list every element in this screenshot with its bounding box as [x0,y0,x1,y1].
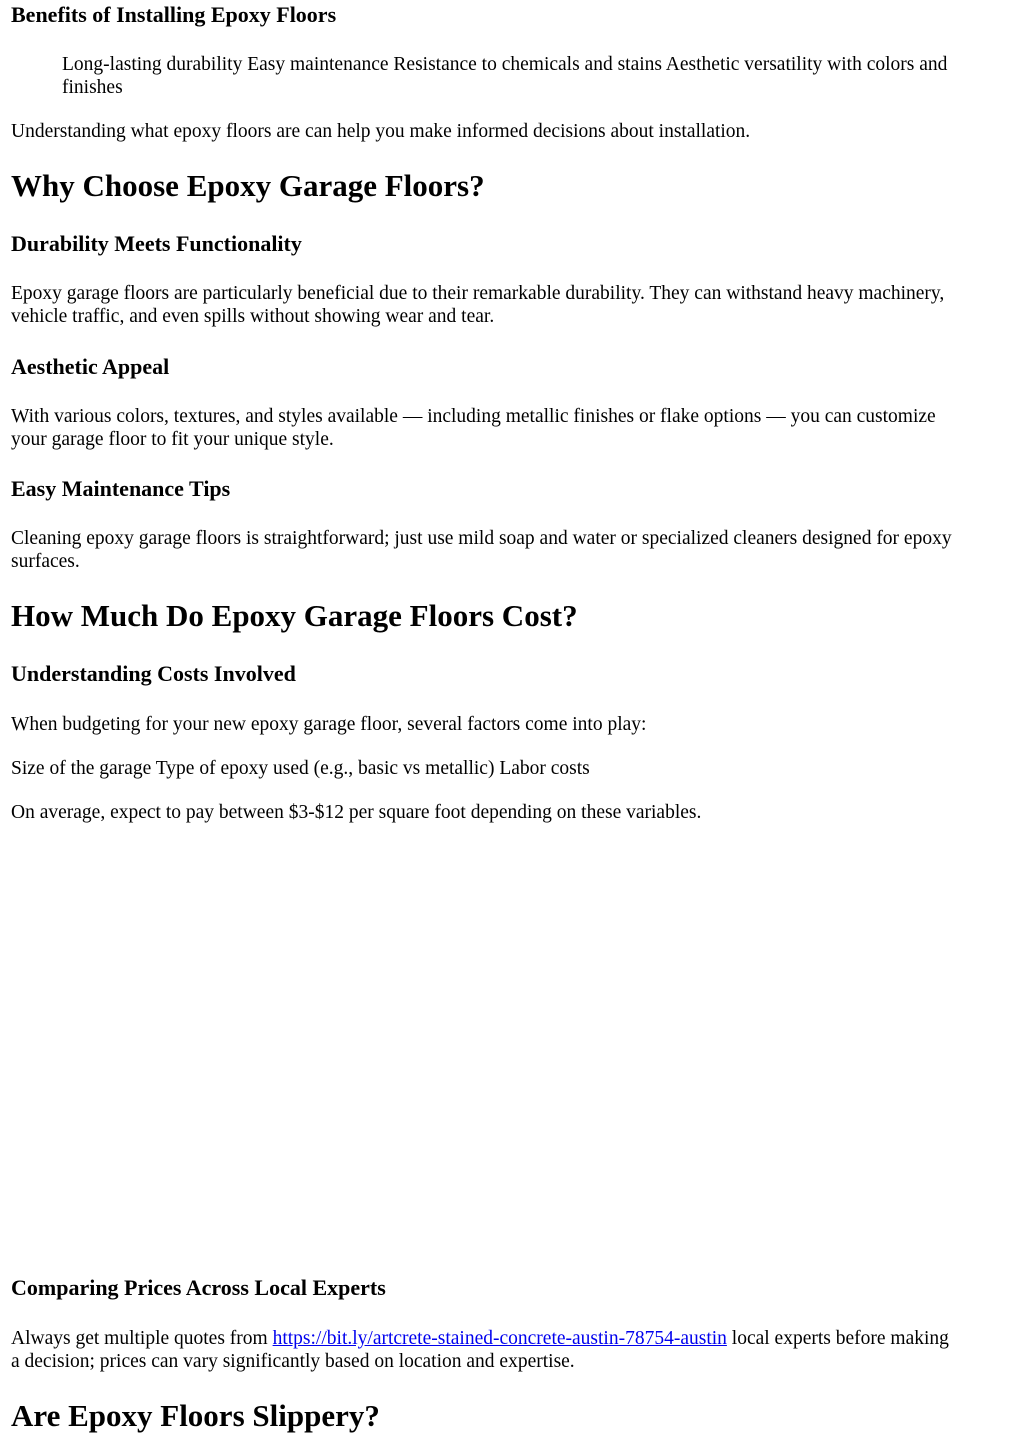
quotes-suffix: local experts before making [731,1328,949,1349]
paragraph-line: vehicle traffic, and even spills without showing wear and tear. [11,306,495,327]
benefits-list-line: Long-lasting durability Easy maintenance Resistance to chemicals and stains Aesthetic versatility with colors and [62,54,948,75]
slippery-heading: Are Epoxy Floors Slippery? [11,1398,380,1433]
paragraph-line: Epoxy garage floors are particularly beneficial due to their remarkable durability. They can withstand heavy machinery, [11,283,945,304]
paragraph-line: With various colors, textures, and styles available — including metallic finishes or flake options — you can customize [11,406,936,427]
understanding-text: Understanding what epoxy floors are can help you make informed decisions about installation. [11,121,751,142]
maintenance-paragraph [11,527,952,573]
benefits-list-line: finishes [62,77,123,98]
quotes-paragraph [11,1327,949,1373]
aesthetic-paragraph [11,405,936,451]
costs-involved-heading: Understanding Costs Involved [11,661,296,686]
budget-text: When budgeting for your new epoxy garage floor, several factors come into play: [11,714,647,735]
aesthetic-heading: Aesthetic Appeal [11,354,170,379]
comparing-prices-heading: Comparing Prices Across Local Experts [11,1275,386,1300]
cost-heading: How Much Do Epoxy Garage Floors Cost? [11,598,578,633]
artcrete-link[interactable]: https://bit.ly/artcrete-stained-concrete-austin-78754-austin [272,1328,727,1349]
paragraph-line [11,1327,949,1350]
durability-heading: Durability Meets Functionality [11,231,302,256]
benefits-list [62,53,947,99]
paragraph-line: a decision; prices can vary significantly based on location and expertise. [11,1351,575,1372]
why-choose-heading: Why Choose Epoxy Garage Floors? [11,168,485,203]
average-cost-text: On average, expect to pay between $3-$12 per square foot depending on these variables. [11,802,702,823]
factors-text: Size of the garage Type of epoxy used (e.g., basic vs metallic) Labor costs [11,758,590,779]
paragraph-line: surfaces. [11,551,80,572]
durability-paragraph [11,282,944,328]
benefits-heading: Benefits of Installing Epoxy Floors [11,2,337,27]
maintenance-heading: Easy Maintenance Tips [11,476,231,501]
paragraph-line: your garage floor to fit your unique style. [11,429,334,450]
paragraph-line: Cleaning epoxy garage floors is straightforward; just use mild soap and water or specialized cleaners designed for epoxy [11,528,952,549]
quotes-prefix: Always get multiple quotes from [11,1328,268,1349]
